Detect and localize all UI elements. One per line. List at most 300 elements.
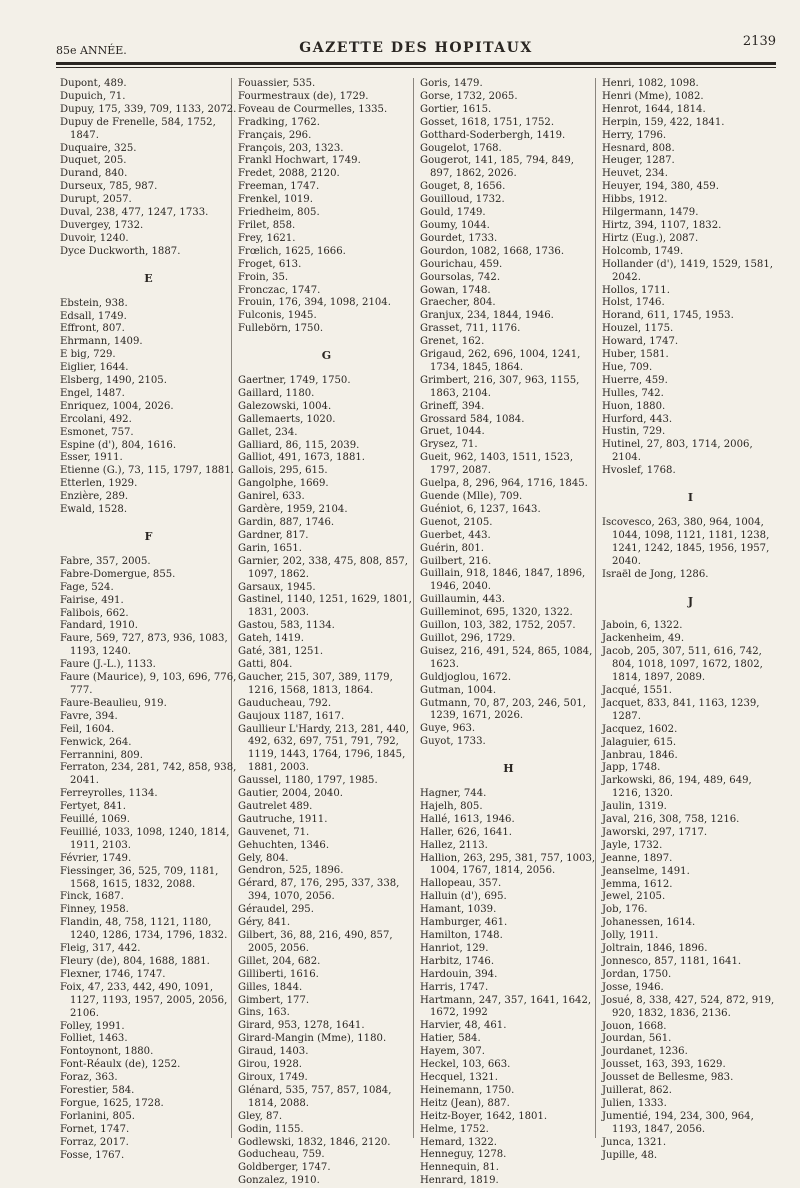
index-entry: Gaullieur L'Hardy, 213, 281, 440, 492, 632, 697, 751, 791, 792, 1119, 1443, 1764, 1796, 1845, 1881, 2003. [238, 723, 409, 774]
index-entry: Grossard 584, 1084. [420, 413, 525, 425]
index-entry: Huon, 1880. [602, 400, 666, 412]
index-entry: Guyot, 1733. [420, 736, 486, 748]
index-entry: Heuvet, 234. [602, 168, 668, 180]
index-entry: Gilles, 1844. [238, 981, 303, 993]
index-entry: Gourdon, 1082, 1668, 1736. [420, 245, 565, 257]
index-entry: Herry, 1796. [602, 129, 667, 141]
year-label: 85e ANNÉE. [56, 44, 127, 57]
index-entry: Henrard, 1819. [420, 1175, 499, 1187]
index-entry: Halluin (d'), 695. [420, 891, 507, 903]
index-entry: Hallez, 2113. [420, 839, 488, 851]
index-entry: Janbrau, 1846. [602, 749, 678, 761]
index-entry: Duquet, 205. [60, 155, 127, 167]
index-entry: Elsberg, 1490, 2105. [60, 375, 167, 387]
index-entry: Heuger, 1287. [602, 155, 675, 167]
index-entry: Hagner, 744. [420, 788, 487, 800]
index-entry: Hamant, 1039. [420, 904, 497, 916]
index-entry: Fourmestraux (de), 1729. [238, 90, 369, 102]
index-entry: Guenot, 2105. [420, 516, 493, 528]
index-entry: Jouon, 1668. [602, 1020, 667, 1032]
index-entry: Gutman, 1004. [420, 684, 497, 696]
index-entry: Froget, 613. [238, 258, 302, 270]
index-column-2 [238, 78, 416, 1187]
index-entry: Gould, 1749. [420, 207, 486, 219]
index-entry: Fouassier, 535. [238, 78, 316, 89]
index-entry: Flexner, 1746, 1747. [60, 968, 166, 980]
index-entry: Henneguy, 1278. [420, 1149, 507, 1161]
index-column-1 [60, 78, 238, 1161]
index-entry: Giraud, 1403. [238, 1046, 309, 1058]
index-entry: Flandin, 48, 758, 1121, 1180, 1240, 1286, 1734, 1796, 1832. [60, 917, 228, 942]
index-entry: Hallé, 1613, 1946. [420, 813, 515, 825]
index-entry: Fairise, 491. [60, 594, 124, 606]
index-entry: Jackenheim, 49. [602, 633, 685, 645]
index-entry: Fleury (de), 804, 1688, 1881. [60, 956, 210, 967]
index-entry: Gallois, 295, 615. [238, 465, 328, 477]
index-entry: Ercolani, 492. [60, 413, 132, 425]
index-entry: Gilbert, 36, 88, 216, 490, 857, 2005, 2056. [238, 930, 393, 954]
index-entry: Gougelot, 1768. [420, 142, 502, 154]
index-entry: Gauvenet, 71. [238, 826, 310, 838]
index-entry: Dupuy de Frenelle, 584, 1752, 1847. [60, 116, 216, 141]
index-entry: Duval, 238, 477, 1247, 1733. [60, 207, 209, 219]
index-entry: Gatti, 804. [238, 658, 293, 670]
index-entry: Gendron, 525, 1896. [238, 865, 344, 877]
index-entry: Forraz, 2017. [60, 1136, 129, 1148]
index-entry: Gallemaerts, 1020. [238, 413, 336, 425]
index-entry: Fleig, 317, 442. [60, 943, 141, 955]
index-entry: Jolly, 1911. [602, 930, 659, 942]
index-entry: Gourichau, 459. [420, 258, 503, 270]
index-entry: Guérin, 801. [420, 542, 484, 554]
index-entry: Gaujoux 1187, 1617. [238, 710, 345, 722]
section-letter: G [321, 349, 333, 363]
index-entry: Guelpa, 8, 296, 964, 1716, 1845. [420, 478, 588, 490]
index-entry: Durseux, 785, 987. [60, 181, 158, 193]
index-entry: Hesnard, 808. [602, 142, 675, 154]
index-entry: Friedheim, 805. [238, 207, 320, 219]
page-number: 2139 [742, 34, 776, 49]
index-entry: Foix, 47, 233, 442, 490, 1091, 1127, 1193, 1957, 2005, 2056, 2106. [60, 981, 228, 1019]
index-entry: Gouilloud, 1732. [420, 194, 505, 206]
index-entry: Effront, 807. [60, 323, 125, 335]
index-entry: Jupille, 48. [602, 1149, 658, 1161]
index-entry: Guillot, 296, 1729. [420, 632, 516, 644]
index-entry: Font-Réaulx (de), 1252. [60, 1059, 181, 1071]
index-entry: Faure, 569, 727, 873, 936, 1083, 1193, 1240. [60, 633, 228, 658]
index-entry: Faure-Beaulieu, 919. [60, 697, 167, 709]
index-entry: Haller, 626, 1641. [420, 826, 512, 838]
index-entry: Fontoynont, 1880. [60, 1046, 154, 1058]
index-entry: Forestier, 584. [60, 1085, 135, 1097]
index-entry: Fredet, 2088, 2120. [238, 168, 340, 180]
index-entry: Galezowski, 1004. [238, 400, 332, 412]
index-entry: Géraudel, 295. [238, 904, 314, 916]
index-entry: Guldjoglou, 1672. [420, 671, 512, 683]
index-entry: Frenkel, 1019. [238, 194, 313, 206]
index-entry: Géry, 841. [238, 917, 291, 929]
index-entry: Hibbs, 1912. [602, 194, 668, 206]
index-entry: Favre, 394. [60, 710, 118, 722]
index-entry: Gueit, 962, 1403, 1511, 1523, 1797, 2087. [420, 452, 574, 477]
index-entry: Falibois, 662. [60, 607, 129, 619]
index-entry: Israël de Jong, 1286. [602, 568, 709, 580]
index-entry: Gortier, 1615. [420, 103, 492, 115]
section-letter: H [503, 762, 515, 776]
index-entry: Esmonet, 757. [60, 426, 134, 438]
index-entry: Frey, 1621. [238, 232, 296, 244]
index-entry: Gautier, 2004, 2040. [238, 788, 343, 800]
index-entry: Froin, 35. [238, 271, 289, 283]
index-entry: Gastou, 583, 1134. [238, 620, 335, 632]
index-entry: Folliet, 1463. [60, 1033, 128, 1045]
index-entry: Freeman, 1747. [238, 181, 320, 193]
index-entry: Guisez, 216, 491, 524, 865, 1084, 1623. [420, 645, 593, 670]
index-entry: Heitz-Boyer, 1642, 1801. [420, 1110, 548, 1122]
index-entry: Fradking, 1762. [238, 116, 320, 128]
index-entry: Joltrain, 1846, 1896. [602, 943, 708, 955]
index-entry: Hatier, 584. [420, 1033, 481, 1045]
index-entry: Heinemann, 1750. [420, 1084, 515, 1096]
index-entry: Eiglier, 1644. [60, 362, 129, 374]
index-entry: Goumy, 1044. [420, 219, 490, 231]
index-entry: Gauducheau, 792. [238, 697, 332, 709]
index-entry: Gruet, 1044. [420, 426, 485, 438]
index-column-3 [420, 78, 598, 1187]
index-entry: Jewel, 2105. [602, 891, 666, 903]
index-entry: Hollos, 1711. [602, 284, 670, 296]
index-entry: Jonnesco, 857, 1181, 1641. [602, 956, 742, 967]
index-entry: Gosset, 1618, 1751, 1752. [420, 116, 555, 128]
index-entry: Harvier, 48, 461. [420, 1020, 507, 1032]
index-entry: Henri, 1082, 1098. [602, 78, 699, 89]
index-entry: Grimbert, 216, 307, 963, 1155, 1863, 2104. [420, 374, 580, 399]
index-entry: Gowan, 1748. [420, 284, 491, 296]
index-entry: Hilgermann, 1479. [602, 207, 699, 219]
index-entry: Johanessen, 1614. [602, 917, 696, 929]
index-entry: Grasset, 711, 1176. [420, 323, 521, 335]
index-entry: Gaertner, 1749, 1750. [238, 375, 351, 387]
index-entry: Gérard, 87, 176, 295, 337, 338, 394, 1070, 2056. [238, 878, 400, 903]
index-entry: Gutmann, 70, 87, 203, 246, 501, 1239, 1671, 2026. [420, 697, 586, 722]
index-entry: Gorse, 1732, 2065. [420, 90, 518, 102]
index-entry: Jeanselme, 1491. [602, 865, 690, 877]
index-entry: Hallopeau, 357. [420, 878, 502, 890]
index-entry: Ehrmann, 1409. [60, 336, 143, 348]
index-entry: Grigaud, 262, 696, 1004, 1241, 1734, 1845, 1864. [420, 349, 581, 373]
index-entry: Edsall, 1749. [60, 310, 127, 322]
index-entry: Howard, 1747. [602, 336, 679, 348]
index-entry: Javal, 216, 308, 758, 1216. [602, 814, 740, 826]
index-entry: Heitz (Jean), 887. [420, 1097, 510, 1109]
index-entry: Folley, 1991. [60, 1020, 125, 1032]
index-entry: Goldberger, 1747. [238, 1162, 331, 1174]
index-entry: Grysez, 71. [420, 439, 478, 451]
index-entry: Gley, 87. [238, 1110, 283, 1122]
index-entry: Hirtz (Eug.), 2087. [602, 232, 699, 244]
index-entry: Girard, 953, 1278, 1641. [238, 1020, 365, 1032]
index-entry: Girard-Mangin (Mme), 1180. [238, 1033, 387, 1045]
index-entry: Espine (d'), 804, 1616. [60, 439, 177, 451]
index-entry: Duquaire, 325. [60, 142, 137, 154]
index-entry: Graecher, 804. [420, 297, 496, 309]
index-entry: Feuillé, 1069. [60, 814, 130, 826]
index-entry: Jemma, 1612. [602, 878, 673, 890]
index-entry: Hallion, 263, 295, 381, 757, 1003, 1004, 1767, 1814, 2056. [420, 852, 596, 877]
index-entry: Fullebörn, 1750. [238, 323, 324, 335]
index-entry: Jourdan, 561. [602, 1033, 672, 1045]
section-letter: J [687, 594, 695, 608]
index-entry: Henrot, 1644, 1814. [602, 103, 706, 115]
index-entry: Houzel, 1175. [602, 323, 674, 335]
index-entry: Finney, 1958. [60, 904, 129, 916]
index-entry: Guye, 963. [420, 723, 476, 735]
index-entry: Harris, 1747. [420, 981, 489, 993]
index-entry: Galliard, 86, 115, 2039. [238, 439, 360, 451]
index-entry: Glénard, 535, 757, 857, 1084, 1814, 2088. [238, 1084, 392, 1109]
index-entry: Frankl Hochwart, 1749. [238, 155, 361, 167]
index-entry: Jarkowski, 86, 194, 489, 649, 1216, 1320. [602, 775, 752, 800]
index-entry: Gallet, 234. [238, 426, 298, 438]
index-entry: Enriquez, 1004, 2026. [60, 400, 174, 412]
index-entry: Hustin, 729. [602, 426, 666, 438]
index-entry: Heckel, 103, 663. [420, 1059, 511, 1071]
index-entry: Durupt, 2057. [60, 194, 132, 206]
index-entry: Gins, 163. [238, 1007, 290, 1019]
index-entry: Fabre, 357, 2005. [60, 555, 151, 567]
index-entry: Faure (J.-L.), 1133. [60, 659, 156, 671]
index-entry: Guéniot, 6, 1237, 1643. [420, 503, 541, 515]
index-entry: Harbitz, 1746. [420, 955, 495, 967]
index-entry: Hamburger, 461. [420, 917, 508, 929]
index-entry: Foraz, 363. [60, 1072, 118, 1084]
index-entry: Hemard, 1322. [420, 1136, 497, 1148]
index-entry: Jacquez, 1602. [602, 723, 678, 735]
index-entry: Duvoir, 1240. [60, 232, 129, 244]
page-header [56, 26, 776, 62]
index-entry: François, 203, 1323. [238, 142, 344, 154]
index-entry: Finck, 1687. [60, 891, 124, 903]
index-entry: Hue, 709. [602, 361, 653, 373]
index-entry: Giroux, 1749. [238, 1071, 308, 1083]
index-entry: Gouget, 8, 1656. [420, 181, 506, 193]
index-entry: Hayem, 307. [420, 1046, 485, 1058]
index-entry: Huber, 1581. [602, 349, 669, 361]
index-entry: Guilleminot, 695, 1320, 1322. [420, 607, 573, 619]
index-entry: Fenwick, 264. [60, 736, 132, 748]
index-entry: Gimbert, 177. [238, 994, 310, 1006]
index-entry: Jourdanet, 1236. [602, 1046, 688, 1058]
index-entry: Hanriot, 129. [420, 942, 489, 954]
index-entry: Jaworski, 297, 1717. [602, 826, 708, 838]
index-entry: Fronczac, 1747. [238, 284, 321, 296]
index-entry: Gely, 804. [238, 852, 289, 864]
index-entry: Garsaux, 1945. [238, 581, 316, 593]
index-entry: Gastinel, 1140, 1251, 1629, 1801, 1831, 2003. [238, 594, 412, 619]
index-entry: Fulconis, 1945. [238, 310, 317, 322]
index-entry: Josué, 8, 338, 427, 524, 872, 919, 920, 1832, 1836, 2136. [602, 994, 775, 1019]
index-entry: Ferrannini, 809. [60, 749, 143, 761]
index-entry: Hartmann, 247, 357, 1641, 1642, 1672, 1992 [420, 994, 592, 1019]
index-entry: Henri (Mme), 1082. [602, 90, 704, 102]
index-entry: Hamilton, 1748. [420, 930, 503, 941]
index-entry: Guillaumin, 443. [420, 594, 505, 606]
index-entry: Hecquel, 1321. [420, 1071, 498, 1083]
index-entry: Job, 176. [602, 904, 648, 916]
index-entry: Frouin, 176, 394, 1098, 2104. [238, 297, 391, 309]
index-entry: Hvoslef, 1768. [602, 465, 676, 477]
index-entry: Forgue, 1625, 1728. [60, 1097, 164, 1109]
index-entry: Helme, 1752. [420, 1123, 489, 1135]
index-entry: Dyce Duckworth, 1887. [60, 245, 181, 257]
index-entry: Gotthard-Soderbergh, 1419. [420, 129, 566, 141]
index-entry: Girou, 1928. [238, 1059, 303, 1071]
index-entry: Engel, 1487. [60, 387, 125, 399]
index-entry: Herpin, 159, 422, 1841. [602, 116, 725, 128]
index-entry: Godlewski, 1832, 1846, 2120. [238, 1136, 391, 1148]
index-entry: Heuyer, 194, 380, 459. [602, 181, 719, 193]
index-entry: Fertyet, 841. [60, 801, 126, 813]
index-entry: Guillon, 103, 382, 1752, 2057. [420, 620, 576, 632]
index-entry: Iscovesco, 263, 380, 964, 1004, 1044, 1098, 1121, 1181, 1238, 1241, 1242, 1845, 1956, 1957, 2040. [602, 517, 770, 567]
index-entry: Jaulin, 1319. [602, 801, 667, 813]
index-entry: Holcomb, 1749. [602, 245, 684, 257]
index-entry: Frilet, 858. [238, 219, 296, 231]
index-entry: Huerre, 459. [602, 374, 668, 386]
index-entry: Feil, 1604. [60, 723, 115, 735]
index-entry: Fabre-Domergue, 855. [60, 568, 176, 580]
index-entry: Horand, 611, 1745, 1953. [602, 310, 734, 322]
index-entry: Goducheau, 759. [238, 1149, 325, 1161]
index-entry: Guilbert, 216. [420, 555, 492, 567]
journal-title: GAZETTE DES HOPITAUX [299, 40, 533, 56]
index-entry: Gaussel, 1180, 1797, 1985. [238, 775, 378, 787]
index-entry: Jousset de Bellesme, 983. [602, 1072, 734, 1084]
index-entry: Jeanne, 1897. [602, 852, 673, 864]
index-entry: Jacqué, 1551. [602, 684, 672, 696]
index-entry: Feuillié, 1033, 1098, 1240, 1814, 1911, 2103. [60, 826, 230, 851]
header-rule-thick [56, 62, 776, 65]
index-entry: Fornet, 1747. [60, 1123, 130, 1135]
section-letter: I [687, 491, 695, 505]
index-entry: Garin, 1651. [238, 542, 302, 554]
index-entry: Grenet, 162. [420, 336, 485, 348]
index-entry: Gautruche, 1911. [238, 813, 328, 825]
index-entry: Grineff, 394. [420, 400, 485, 412]
index-entry: Junca, 1321. [602, 1136, 667, 1148]
index-entry: Guende (Mlle), 709. [420, 491, 523, 502]
index-entry: Esser, 1911. [60, 452, 123, 464]
index-entry: Faure (Maurice), 9, 103, 696, 776, 777. [60, 672, 237, 696]
index-entry: Enzière, 289. [60, 491, 129, 503]
index-entry: Gaucher, 215, 307, 389, 1179, 1216, 1568, 1813, 1864. [238, 671, 393, 696]
index-entry: Gateh, 1419. [238, 633, 304, 645]
index-entry: Hulles, 742. [602, 387, 664, 399]
index-entry: Ferreyrolles, 1134. [60, 788, 158, 800]
index-entry: Gaté, 381, 1251. [238, 646, 324, 658]
section-letter: F [144, 530, 154, 543]
index-entry: Jousset, 163, 393, 1629. [602, 1059, 726, 1071]
index-entry: Gautrelet 489. [238, 800, 313, 812]
index-entry: Japp, 1748. [602, 762, 661, 774]
index-entry: Forlanini, 805. [60, 1110, 135, 1122]
index-entry: Ferraton, 234, 281, 742, 858, 938, 2041. [60, 762, 237, 787]
index-entry: Etienne (G.), 73, 115, 1797, 1881. [60, 465, 234, 477]
index-entry: Garnier, 202, 338, 475, 808, 857, 1097, 1862. [238, 555, 408, 580]
index-entry: Jalaguier, 615. [602, 736, 677, 748]
index-entry: Hardouin, 394. [420, 968, 498, 980]
index-entry: Hollander (d'), 1419, 1529, 1581, 2042. [602, 258, 773, 283]
index-entry: Gangolphe, 1669. [238, 478, 329, 490]
index-entry: Hurford, 443. [602, 413, 673, 425]
index-entry: Duvergey, 1732. [60, 219, 144, 231]
index-entry: Gillet, 204, 682. [238, 955, 321, 967]
index-entry: Fage, 524. [60, 581, 114, 593]
index-entry: Hennequin, 81. [420, 1162, 499, 1174]
index-entry: Dupuy, 175, 339, 709, 1133, 2072. [60, 103, 237, 115]
index-entry: Julien, 1333. [602, 1097, 667, 1109]
index-entry: Guillain, 918, 1846, 1847, 1896, 1946, 2040. [420, 568, 586, 593]
index-entry: E big, 729. [60, 349, 116, 361]
index-entry: Jordan, 1750. [602, 968, 672, 980]
index-entry: Josse, 1946. [602, 981, 664, 993]
index-entry: Février, 1749. [60, 852, 132, 864]
index-entry: Etterlen, 1929. [60, 478, 138, 490]
index-entry: Guerbet, 443. [420, 529, 491, 541]
index-entry: Foveau de Courmelles, 1335. [238, 103, 388, 115]
index-entry: Gardner, 817. [238, 529, 309, 541]
index-entry: Gonzalez, 1910. [238, 1175, 320, 1187]
index-entry: Fandard, 1910. [60, 620, 138, 632]
index-entry: Gaillard, 1180. [238, 387, 315, 399]
index-entry: Ganirel, 633. [238, 491, 305, 503]
index-entry: Fiessinger, 36, 525, 709, 1181, 1568, 1615, 1832, 2088. [60, 865, 219, 890]
index-entry: Durand, 840. [60, 168, 128, 180]
index-entry: Hirtz, 394, 1107, 1832. [602, 219, 722, 231]
section-letter: E [144, 271, 154, 285]
index-entry: Dupuich, 71. [60, 90, 126, 102]
index-entry: Holst, 1746. [602, 297, 665, 309]
index-entry: Godin, 1155. [238, 1123, 304, 1135]
index-entry: Français, 296. [238, 129, 312, 141]
index-entry: Gilliberti, 1616. [238, 968, 319, 980]
index-entry: Gardin, 887, 1746. [238, 517, 335, 528]
index-entry: Hutinel, 27, 803, 1714, 2006, 2104. [602, 439, 753, 464]
index-entry: Galliot, 491, 1673, 1881. [238, 452, 365, 464]
index-entry: Gardère, 1959, 2104. [238, 504, 348, 516]
index-entry: Fosse, 1767. [60, 1149, 125, 1161]
index-entry: Gougerot, 141, 185, 794, 849, 897, 1862, 2026. [420, 155, 574, 180]
index-entry: Granjux, 234, 1844, 1946. [420, 310, 554, 322]
index-entry: Goris, 1479. [420, 78, 483, 89]
index-entry: Jacquet, 833, 841, 1163, 1239, 1287. [602, 697, 760, 722]
index-entry: Hajelh, 805. [420, 800, 483, 812]
index-entry: Jacob, 205, 307, 511, 616, 742, 804, 1018, 1097, 1672, 1802, 1814, 1897, 2089. [602, 646, 763, 684]
index-entry: Frœlich, 1625, 1666. [238, 245, 346, 257]
header-rule-thin [56, 67, 776, 68]
index-entry: Jayle, 1732. [602, 839, 663, 851]
index-entry: Dupont, 489. [60, 78, 127, 89]
index-entry: Jaboin, 6, 1322. [602, 620, 683, 632]
index-entry: Ewald, 1528. [60, 504, 128, 516]
index-entry: Jumentié, 194, 234, 300, 964, 1193, 1847, 2056. [602, 1110, 754, 1135]
index-entry: Gehuchten, 1346. [238, 839, 330, 851]
index-entry: Juillerat, 862. [602, 1085, 672, 1097]
index-entry: Gourdet, 1733. [420, 232, 498, 244]
index-entry: Ebstein, 938. [60, 297, 128, 309]
index-entry: Goursolas, 742. [420, 271, 501, 283]
index-column-4 [602, 78, 780, 1161]
